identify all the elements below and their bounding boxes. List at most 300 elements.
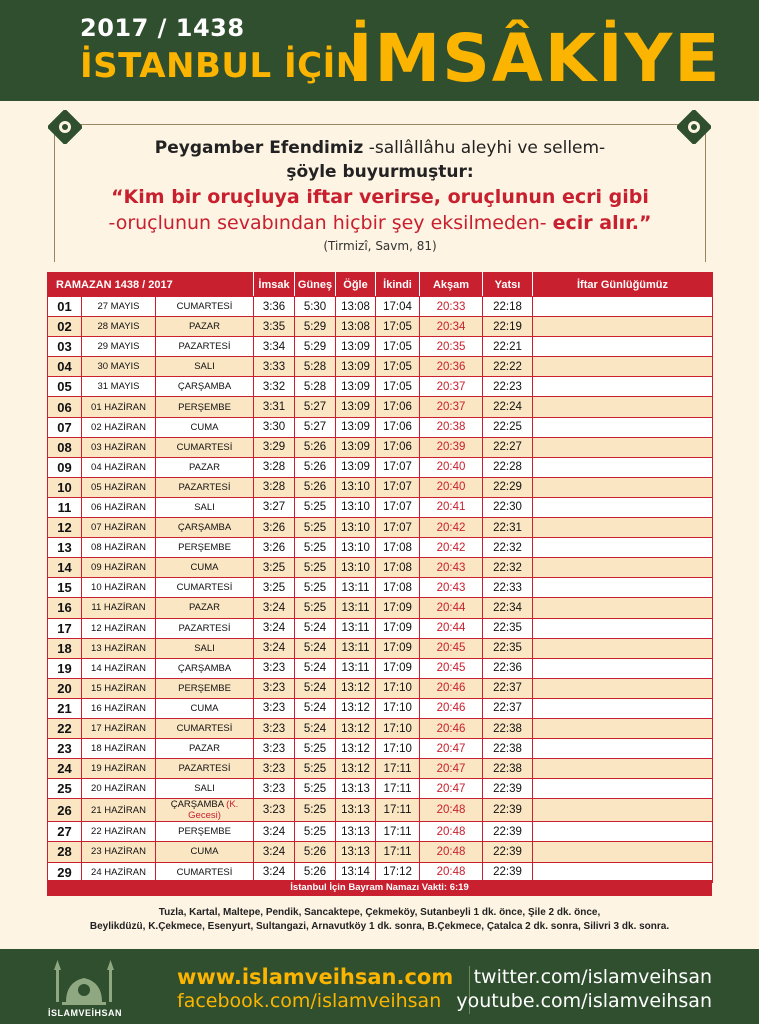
weekday-cell-text: PAZAR: [189, 321, 220, 333]
day-number-text: 28: [57, 844, 72, 860]
yatsi-cell: [483, 538, 533, 558]
ikindi-cell-text: 17:10: [383, 742, 412, 755]
ikindi-cell: [376, 779, 420, 799]
date-cell-text: 11 HAZİRAN: [91, 602, 146, 614]
ikindi-cell: [376, 317, 420, 337]
table-row: [48, 578, 713, 598]
weekday-cell-text: SALI: [194, 501, 215, 513]
imsak-cell: [254, 739, 295, 759]
ikindi-cell: [376, 518, 420, 538]
date-cell-text: 28 MAYIS: [97, 321, 140, 333]
gunes-cell-text: 5:25: [303, 541, 327, 554]
date-cell-text: 08 HAZİRAN: [91, 542, 146, 554]
yatsi-cell: [483, 842, 533, 862]
ikindi-cell-text: 17:11: [383, 782, 412, 795]
yatsi-cell: [483, 437, 533, 457]
ikindi-cell: [376, 437, 420, 457]
yatsi-cell-text: 22:38: [493, 722, 522, 735]
ogle-cell: [336, 518, 376, 538]
ikindi-cell: [376, 477, 420, 497]
ogle-cell-text: 13:13: [341, 825, 370, 838]
gunes-cell: [295, 337, 336, 357]
imsak-cell: [254, 538, 295, 558]
ogle-cell-text: 13:11: [341, 642, 370, 655]
iftar-notes-cell: [533, 822, 713, 842]
aksam-cell-text: 20:45: [436, 642, 466, 655]
yatsi-cell-text: 22:39: [493, 866, 522, 879]
yatsi-cell-text: 22:22: [493, 360, 522, 373]
imsak-cell: [254, 799, 295, 822]
imsak-cell-text: 3:27: [262, 501, 286, 514]
day-number-text: 01: [57, 299, 72, 315]
day-number-text: 02: [57, 319, 72, 335]
aksam-cell-text: 20:46: [436, 702, 466, 715]
aksam-cell-text: 20:47: [436, 782, 466, 795]
yatsi-cell: [483, 297, 533, 317]
date-cell: [82, 718, 156, 738]
yatsi-cell: [483, 477, 533, 497]
weekday-cell-text: SALI: [194, 361, 215, 373]
aksam-cell: [420, 538, 483, 558]
gunes-cell-text: 5:24: [303, 722, 327, 735]
imsak-cell: [254, 842, 295, 862]
ogle-cell-text: 13:14: [341, 866, 370, 879]
hadith-quote: [60, 136, 700, 254]
aksam-cell: [420, 698, 483, 718]
ikindi-cell: [376, 658, 420, 678]
aksam-cell-text: 20:43: [436, 581, 466, 594]
ogle-cell: [336, 377, 376, 397]
iftar-notes-cell: [533, 417, 713, 437]
day-number-text: 29: [57, 864, 72, 880]
date-cell: [82, 317, 156, 337]
header-gunes: Güneş: [295, 273, 336, 297]
quote-line-4-bold: ecir alır.”: [552, 212, 652, 234]
weekday-cell: [156, 678, 254, 698]
date-cell: [82, 558, 156, 578]
day-number: [48, 538, 82, 558]
yatsi-cell: [483, 822, 533, 842]
weekday-cell: [156, 842, 254, 862]
day-number-text: 09: [57, 459, 72, 475]
date-cell: [82, 578, 156, 598]
iftar-notes-cell: [533, 337, 713, 357]
table-row: [48, 377, 713, 397]
gunes-cell: [295, 538, 336, 558]
ogle-cell: [336, 337, 376, 357]
ikindi-cell-text: 17:05: [383, 340, 412, 353]
weekday-cell: [156, 779, 254, 799]
aksam-cell: [420, 638, 483, 658]
ikindi-cell-text: 17:07: [383, 521, 412, 534]
ikindi-cell-text: 17:11: [383, 825, 412, 838]
ikindi-cell-text: 17:07: [383, 461, 412, 474]
aksam-cell: [420, 779, 483, 799]
day-number-text: 17: [57, 620, 72, 636]
quote-source: (Tirmizî, Savm, 81): [323, 239, 437, 253]
day-number: [48, 842, 82, 862]
iftar-notes-cell: [533, 638, 713, 658]
weekday-cell-text: PERŞEMBE: [178, 542, 231, 554]
ikindi-cell: [376, 598, 420, 618]
imsak-cell: [254, 357, 295, 377]
weekday-cell: [156, 638, 254, 658]
quote-line-3: “Kim bir oruçluya iftar verirse, oruçlunun ecri gibi: [111, 186, 649, 208]
gunes-cell: [295, 698, 336, 718]
gunes-cell-text: 5:27: [303, 401, 327, 414]
yatsi-cell-text: 22:39: [493, 782, 522, 795]
ogle-cell: [336, 678, 376, 698]
date-cell: [82, 698, 156, 718]
yatsi-cell-text: 22:21: [493, 340, 522, 353]
yatsi-cell: [483, 317, 533, 337]
day-number: [48, 598, 82, 618]
quote-salutation: -sallâllâhu aleyhi ve sellem-: [363, 138, 606, 158]
ikindi-cell: [376, 397, 420, 417]
aksam-cell: [420, 357, 483, 377]
date-cell: [82, 759, 156, 779]
ikindi-cell-text: 17:12: [383, 866, 412, 879]
gunes-cell-text: 5:29: [303, 340, 327, 353]
ogle-cell: [336, 317, 376, 337]
imsak-cell-text: 3:33: [262, 360, 286, 373]
weekday-cell: [156, 578, 254, 598]
ikindi-cell-text: 17:09: [383, 642, 412, 655]
day-number: [48, 822, 82, 842]
imsak-cell-text: 3:28: [262, 461, 286, 474]
gunes-cell-text: 5:28: [303, 380, 327, 393]
day-number-text: 15: [57, 580, 72, 596]
ikindi-cell-text: 17:05: [383, 320, 412, 333]
weekday-cell-text: ÇARŞAMBA: [177, 662, 232, 674]
yatsi-cell-text: 22:35: [493, 642, 522, 655]
table-row: [48, 518, 713, 538]
date-cell: [82, 477, 156, 497]
ogle-cell-text: 13:09: [341, 401, 370, 414]
yatsi-cell-text: 22:24: [493, 401, 522, 414]
weekday-cell-text: ÇARŞAMBA: [177, 522, 232, 534]
ikindi-cell: [376, 759, 420, 779]
aksam-cell-text: 20:48: [436, 825, 466, 838]
imsak-cell-text: 3:26: [262, 521, 286, 534]
aksam-cell-text: 20:48: [436, 845, 466, 858]
weekday-cell-text: PAZARTESİ: [178, 622, 231, 634]
quote-line-4-pre: -oruçlunun sevabından hiçbir şey eksilmeden-: [108, 212, 553, 234]
aksam-cell-text: 20:47: [436, 762, 466, 775]
imsak-cell: [254, 477, 295, 497]
iftar-notes-cell: [533, 618, 713, 638]
yatsi-cell-text: 22:34: [493, 601, 522, 614]
day-number-text: 06: [57, 399, 72, 415]
kadir-gecesi-note: (K. Gecesi): [188, 799, 239, 822]
yatsi-cell: [483, 457, 533, 477]
ikindi-cell: [376, 578, 420, 598]
imsak-cell: [254, 718, 295, 738]
date-cell: [82, 739, 156, 759]
day-number: [48, 457, 82, 477]
day-number: [48, 357, 82, 377]
aksam-cell: [420, 437, 483, 457]
weekday-cell-text: PAZARTESİ: [178, 341, 231, 353]
date-cell: [82, 799, 156, 822]
date-cell-text: 06 HAZİRAN: [91, 501, 146, 513]
ogle-cell-text: 13:09: [341, 340, 370, 353]
imsak-cell: [254, 598, 295, 618]
yatsi-cell: [483, 658, 533, 678]
aksam-cell-text: 20:40: [436, 461, 466, 474]
yatsi-cell-text: 22:27: [493, 441, 522, 454]
city-line: İSTANBUL İÇİN: [80, 46, 365, 86]
header-banner: [0, 0, 759, 101]
ogle-cell-text: 13:11: [341, 622, 370, 635]
aksam-cell: [420, 598, 483, 618]
header-ogle: Öğle: [336, 273, 376, 297]
iftar-notes-cell: [533, 759, 713, 779]
date-cell-text: 03 HAZİRAN: [91, 441, 146, 453]
facebook-link[interactable]: facebook.com/islamveihsan: [177, 990, 442, 1012]
yatsi-cell: [483, 558, 533, 578]
day-number-text: 26: [57, 802, 72, 818]
table-row: [48, 497, 713, 517]
day-number-text: 16: [57, 600, 72, 616]
yatsi-cell-text: 22:31: [493, 521, 522, 534]
gunes-cell-text: 5:26: [303, 481, 327, 494]
ogle-cell: [336, 759, 376, 779]
weekday-cell-text: SALI: [194, 642, 215, 654]
weekday-cell-text: PAZAR: [189, 461, 220, 473]
gunes-cell-text: 5:25: [303, 804, 327, 817]
imsak-cell-text: 3:35: [262, 320, 286, 333]
yatsi-cell: [483, 417, 533, 437]
gunes-cell: [295, 759, 336, 779]
date-cell: [82, 497, 156, 517]
date-cell: [82, 457, 156, 477]
header-imsak: İmsak: [254, 273, 295, 297]
youtube-link[interactable]: youtube.com/islamveihsan: [456, 990, 712, 1012]
table-row: [48, 477, 713, 497]
aksam-cell-text: 20:48: [436, 804, 466, 817]
yatsi-cell-text: 22:33: [493, 581, 522, 594]
day-number-text: 25: [57, 781, 72, 797]
yatsi-cell-text: 22:37: [493, 702, 522, 715]
gunes-cell-text: 5:29: [303, 320, 327, 333]
date-cell-text: 18 HAZİRAN: [91, 743, 146, 755]
weekday-cell-text: CUMARTESİ: [176, 301, 233, 313]
yatsi-cell: [483, 357, 533, 377]
imsak-cell-text: 3:23: [262, 782, 286, 795]
ikindi-cell: [376, 618, 420, 638]
iftar-notes-cell: [533, 558, 713, 578]
ikindi-cell-text: 17:09: [383, 662, 412, 675]
ikindi-cell: [376, 739, 420, 759]
yatsi-cell: [483, 799, 533, 822]
imsak-cell-text: 3:30: [262, 421, 286, 434]
yatsi-cell-text: 22:35: [493, 622, 522, 635]
yatsi-cell-text: 22:25: [493, 421, 522, 434]
weekday-cell-text: CUMARTESİ: [176, 582, 233, 594]
website-link[interactable]: www.islamveihsan.com: [177, 965, 454, 989]
ikindi-cell: [376, 638, 420, 658]
aksam-cell: [420, 457, 483, 477]
yatsi-cell-text: 22:32: [493, 541, 522, 554]
date-cell-text: 16 HAZİRAN: [91, 702, 146, 714]
ogle-cell: [336, 477, 376, 497]
weekday-cell-text: CUMA: [190, 562, 219, 574]
weekday-cell: [156, 477, 254, 497]
weekday-cell-text: PERŞEMBE: [178, 826, 231, 838]
table-body: [48, 297, 713, 883]
gunes-cell-text: 5:25: [303, 762, 327, 775]
ikindi-cell: [376, 822, 420, 842]
day-number-text: 19: [57, 660, 72, 676]
aksam-cell: [420, 397, 483, 417]
imsak-cell-text: 3:25: [262, 561, 286, 574]
ikindi-cell-text: 17:04: [383, 300, 412, 313]
weekday-cell: [156, 417, 254, 437]
weekday-cell-text: ÇARŞAMBA: [177, 381, 232, 393]
iftar-notes-cell: [533, 678, 713, 698]
aksam-cell-text: 20:37: [436, 401, 466, 414]
aksam-cell: [420, 658, 483, 678]
imsak-cell: [254, 698, 295, 718]
day-number: [48, 397, 82, 417]
weekday-cell: [156, 759, 254, 779]
iftar-notes-cell: [533, 578, 713, 598]
imsak-cell-text: 3:23: [262, 742, 286, 755]
imsak-cell: [254, 437, 295, 457]
gunes-cell: [295, 477, 336, 497]
iftar-notes-cell: [533, 799, 713, 822]
quote-line-2: şöyle buyurmuştur:: [286, 162, 474, 182]
iftar-notes-cell: [533, 538, 713, 558]
date-cell-text: 31 MAYIS: [97, 381, 140, 393]
date-cell-text: 30 MAYIS: [97, 361, 140, 373]
weekday-cell: [156, 437, 254, 457]
weekday-cell: [156, 598, 254, 618]
gunes-cell-text: 5:24: [303, 622, 327, 635]
imsak-cell-text: 3:23: [262, 762, 286, 775]
day-number: [48, 739, 82, 759]
ogle-cell-text: 13:10: [341, 501, 370, 514]
date-cell-text: 15 HAZİRAN: [91, 682, 146, 694]
gunes-cell: [295, 437, 336, 457]
yatsi-cell: [483, 578, 533, 598]
table-row: [48, 457, 713, 477]
weekday-cell: [156, 658, 254, 678]
table-row: [48, 397, 713, 417]
gunes-cell-text: 5:24: [303, 682, 327, 695]
date-cell-text: 29 MAYIS: [97, 341, 140, 353]
iftar-notes-cell: [533, 598, 713, 618]
ogle-cell-text: 13:10: [341, 521, 370, 534]
twitter-link[interactable]: twitter.com/islamveihsan: [473, 966, 712, 988]
weekday-cell: [156, 822, 254, 842]
yatsi-cell-text: 22:30: [493, 501, 522, 514]
gunes-cell: [295, 317, 336, 337]
gunes-cell: [295, 618, 336, 638]
date-cell: [82, 779, 156, 799]
weekday-cell-text: PAZARTESİ: [178, 481, 231, 493]
aksam-cell-text: 20:42: [436, 541, 466, 554]
date-cell: [82, 437, 156, 457]
date-cell-text: 24 HAZİRAN: [91, 866, 146, 878]
imsak-cell: [254, 578, 295, 598]
ogle-cell: [336, 618, 376, 638]
day-number-text: 07: [57, 419, 72, 435]
date-cell: [82, 638, 156, 658]
day-number-text: 05: [57, 379, 72, 395]
date-cell: [82, 357, 156, 377]
date-cell: [82, 598, 156, 618]
imsak-cell: [254, 497, 295, 517]
imsak-cell-text: 3:24: [262, 825, 286, 838]
ikindi-cell-text: 17:06: [383, 421, 412, 434]
weekday-cell: [156, 698, 254, 718]
gunes-cell-text: 5:26: [303, 461, 327, 474]
aksam-cell: [420, 678, 483, 698]
date-cell-text: 19 HAZİRAN: [91, 763, 146, 775]
gunes-cell-text: 5:25: [303, 742, 327, 755]
logo-text: İSLAMVEİHSAN: [47, 1008, 122, 1018]
ogle-cell-text: 13:09: [341, 421, 370, 434]
aksam-cell-text: 20:45: [436, 662, 466, 675]
ikindi-cell-text: 17:10: [383, 682, 412, 695]
ogle-cell: [336, 842, 376, 862]
gunes-cell: [295, 842, 336, 862]
ogle-cell: [336, 658, 376, 678]
day-number: [48, 477, 82, 497]
imsak-cell-text: 3:24: [262, 845, 286, 858]
gunes-cell-text: 5:24: [303, 702, 327, 715]
ikindi-cell-text: 17:09: [383, 622, 412, 635]
date-cell-text: 27 MAYIS: [97, 301, 140, 313]
date-cell-text: 05 HAZİRAN: [91, 481, 146, 493]
gunes-cell: [295, 598, 336, 618]
ikindi-cell-text: 17:09: [383, 601, 412, 614]
date-cell: [82, 518, 156, 538]
ogle-cell: [336, 297, 376, 317]
gunes-cell-text: 5:25: [303, 825, 327, 838]
day-number: [48, 518, 82, 538]
day-number-text: 10: [57, 479, 72, 495]
date-cell: [82, 297, 156, 317]
ogle-cell-text: 13:09: [341, 380, 370, 393]
aksam-cell-text: 20:33: [436, 300, 466, 313]
imsak-cell: [254, 337, 295, 357]
ogle-cell-text: 13:12: [341, 762, 370, 775]
aksam-cell: [420, 497, 483, 517]
date-cell: [82, 538, 156, 558]
aksam-cell: [420, 518, 483, 538]
ogle-cell-text: 13:10: [341, 541, 370, 554]
aksam-cell: [420, 739, 483, 759]
imsak-cell: [254, 417, 295, 437]
ogle-cell: [336, 779, 376, 799]
quote-line-4: [60, 210, 700, 236]
gunes-cell: [295, 558, 336, 578]
yatsi-cell: [483, 759, 533, 779]
iftar-notes-cell: [533, 842, 713, 862]
day-number: [48, 759, 82, 779]
ogle-cell-text: 13:09: [341, 360, 370, 373]
day-number-text: 04: [57, 359, 72, 375]
weekday-cell-text: CUMARTESİ: [176, 723, 233, 735]
day-number: [48, 437, 82, 457]
header-yatsi: Yatsı: [483, 273, 533, 297]
ogle-cell: [336, 578, 376, 598]
imsak-cell: [254, 779, 295, 799]
yatsi-cell-text: 22:37: [493, 682, 522, 695]
